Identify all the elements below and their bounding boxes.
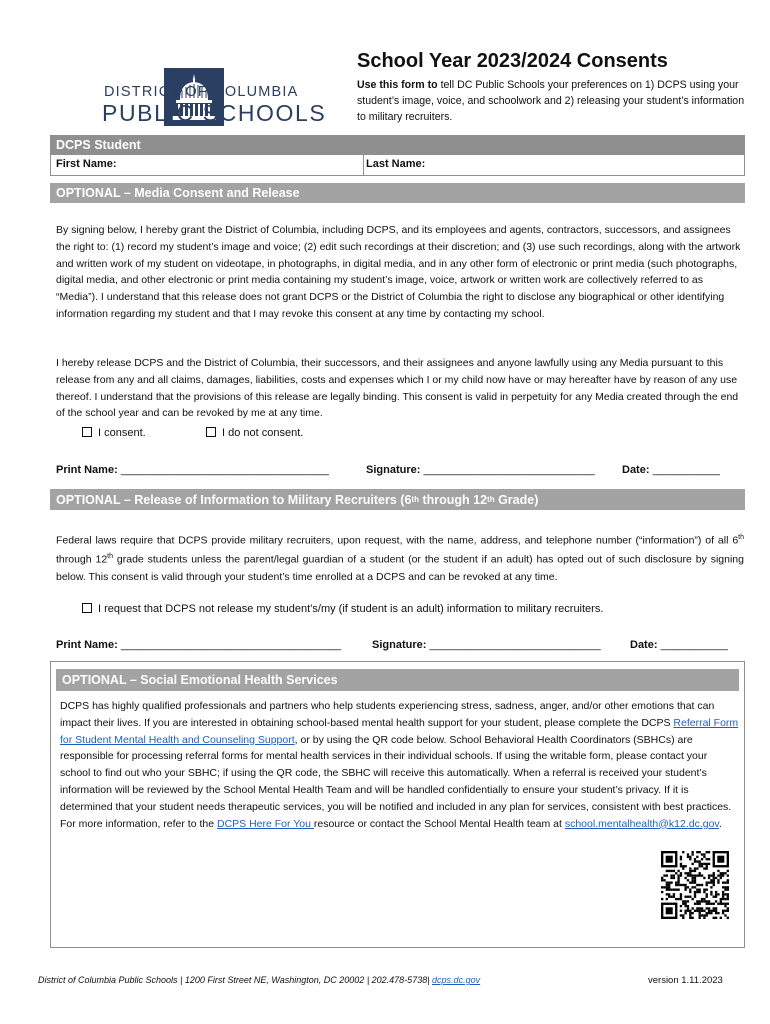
- intro-text: Use this form to tell DC Public Schools your preferences on 1) DCPS using your student’s image, voice, and schoolwork and 2) releasing your student’s information to military recruiters.: [357, 79, 745, 123]
- military-date[interactable]: Date: ___________: [630, 639, 728, 651]
- military-paragraph: Federal laws require that DCPS provide military recruiters, upon request, with the name, address, and telephone number (“information”) of all 6th through 12th grade students unless the parent/legal guardian of a student (or the student if an adult) has opted out of such disclosure by signing below. This consent is valid through your student’s time enrolled at a DCPS and can be revoked at any time.: [56, 534, 744, 583]
- media-date[interactable]: Date: ___________: [622, 464, 720, 476]
- section-header-student: DCPS Student: [50, 135, 745, 154]
- logo-text-public-schools: PUBLIC SCHOOLS: [102, 100, 327, 126]
- consent-option[interactable]: I consent.: [82, 427, 146, 439]
- no-consent-checkbox-icon[interactable]: [206, 427, 216, 437]
- section-header-media: OPTIONAL – Media Consent and Release: [50, 183, 745, 203]
- sehs-paragraph: DCPS has highly qualified professionals and partners who help students experiencing stress, sadness, anger, and/or other emotions that can impact their lives. If you are interested in obtaining school-based mental health support for your student, please complete the DCPS Referral Form for Student Mental Health and Counseling Support, or by using the QR code below. School Behavioral Health Coordinators (SBHCs) are responsible for processing referral forms for mental health services in their individual schools. If using the writable form, please contact your school to find out who your SBHC; if using the QR code, the SBHC will receive this automatically. When a referral is received your student’s information will be reviewed by the School Mental Health Team and will be handled confidentially to ensure your student’s privacy. If it is determined that your student needs therapeutic services, you will be notified and included in any plan for services, consistent with best practices. For more information, refer to the DCPS Here For You resource or contact the School Mental Health team at school.mentalhealth@k12.dc.gov.: [60, 700, 739, 830]
- name-divider: [363, 155, 364, 175]
- section-header-sehs: OPTIONAL – Social Emotional Health Services: [56, 669, 739, 691]
- last-name-label: Last Name:: [366, 158, 426, 170]
- military-optout-checkbox-icon[interactable]: [82, 603, 92, 613]
- footer-address: District of Columbia Public Schools | 1200 First Street NE, Washington, DC 20002 | 202.478-5738| dcps.dc.gov: [38, 975, 481, 985]
- military-print-name[interactable]: Print Name: ____________________________________: [56, 639, 342, 651]
- military-signature[interactable]: Signature: ____________________________: [372, 639, 601, 651]
- media-signature[interactable]: Signature: ____________________________: [366, 464, 595, 476]
- consent-checkbox-icon[interactable]: [82, 427, 92, 437]
- media-paragraph-1: By signing below, I hereby grant the District of Columbia, including DCPS, and its employees and agents, contractors, successors, and assignees the right to: (1) record my student’s image and voice; (2) edit such recordings at their discretion; and (3) use such recordings, along with the artwork and written work of my student on videotape, in photographs, in digital media, and in any other form of electronic or print media (such photographs, digital media, and other electronic or print media containing my student’s image, voice, artwork or written work are collectively referred to as “Media”). I understand that this release does not grant DCPS or the District of Columbia the right to disclose any biographical or other identifying information regarding my student and that I may revoke this consent at any time by contacting my school.: [56, 224, 741, 320]
- logo-text-district: DISTRICT OF COLUMBIA: [104, 84, 299, 100]
- here-for-you-link[interactable]: DCPS Here For You: [216, 817, 314, 830]
- first-name-field[interactable]: [120, 156, 358, 174]
- qr-code-icon[interactable]: [661, 851, 729, 919]
- version-label: version 1.11.2023: [648, 975, 723, 986]
- military-optout-option[interactable]: I request that DCPS not release my student’s/my (if student is an adult) information to military recruiters.: [82, 603, 603, 615]
- section-header-military: OPTIONAL – Release of Information to Military Recruiters (6 th through 12 th Grade): [50, 489, 745, 510]
- first-name-label: First Name:: [56, 158, 117, 170]
- page-title: School Year 2023/2024 Consents: [357, 50, 668, 72]
- no-consent-option[interactable]: I do not consent.: [206, 427, 303, 439]
- referral-form-link[interactable]: Referral Form for Student Mental Health and Counseling Support: [60, 716, 739, 746]
- mental-health-email-link[interactable]: school.mentalhealth@k12.dc.gov: [564, 817, 719, 830]
- last-name-field[interactable]: [432, 156, 740, 174]
- media-paragraph-2: I hereby release DCPS and the District of Columbia, their successors, and their assignees and anyone lawfully using any Media pursuant to this release from any and all claims, damages, liabilities, costs and expenses which I or my child now have or may hereafter have by reason of any use thereof. I understand that the provisions of this release are legally binding. This consent is valid in perpetuity for any Media created through the end of the school year and can be revoked by me at any time.: [56, 357, 739, 420]
- media-print-name[interactable]: Print Name: __________________________________: [56, 464, 329, 476]
- dcps-website-link[interactable]: dcps.dc.gov: [432, 975, 481, 985]
